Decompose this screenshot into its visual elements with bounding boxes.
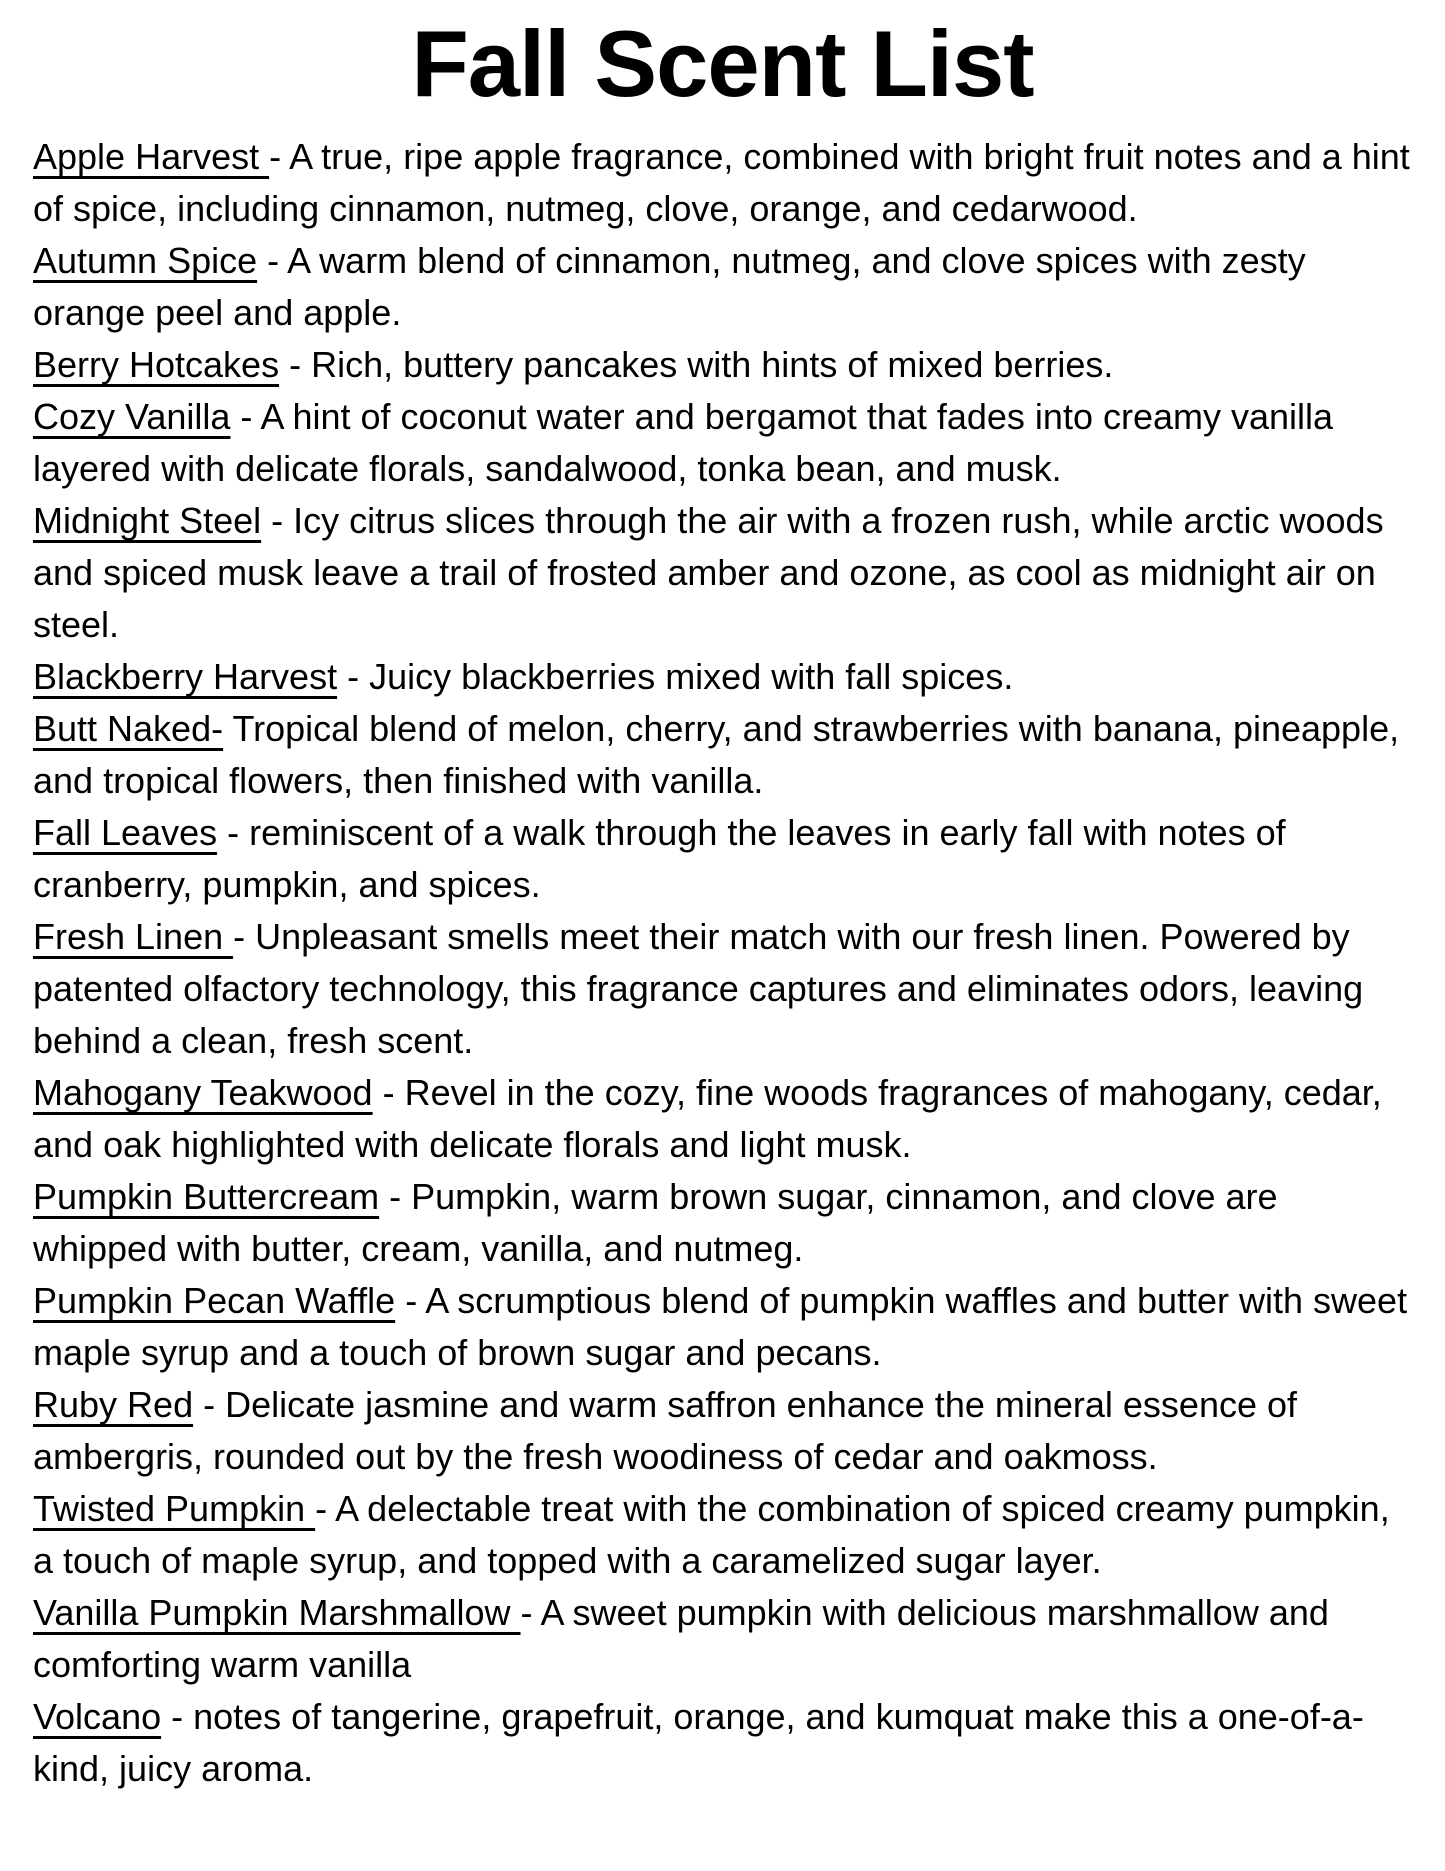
scent-entry	[33, 1067, 1412, 1171]
scent-entry	[33, 651, 1412, 703]
scent-separator: -	[269, 135, 290, 177]
scent-entry	[33, 1275, 1418, 1379]
scent-name: Ruby Red	[33, 1383, 194, 1425]
scent-separator: -	[372, 1071, 405, 1113]
scent-entry	[33, 703, 1412, 807]
scent-description: Juicy blackberries mixed with fall spices.	[369, 655, 1014, 697]
scent-separator: -	[161, 1695, 194, 1737]
scent-separator: -	[193, 1383, 226, 1425]
scent-description: Rich, buttery pancakes with hints of mixed berries.	[311, 343, 1114, 385]
scent-description: Icy citrus slices through the air with a frozen rush, while arctic woods and spiced musk leave a trail of frosted amber and ozone, as cool as midnight air on steel.	[33, 499, 1394, 645]
scent-description: A hint of coconut water and bergamot that fades into creamy vanilla layered with delicate florals, sandalwood, tonka bean, and musk.	[33, 395, 1344, 489]
scent-description: A sweet pumpkin with delicious marshmallow and comforting warm vanilla	[33, 1591, 1339, 1685]
scent-separator: -	[279, 343, 312, 385]
scent-name: Vanilla Pumpkin Marshmallow	[33, 1591, 521, 1633]
scent-description: Unpleasant smells meet their match with our fresh linen. Powered by patented olfactory technology, this fragrance captures and eliminates odors, leaving behind a clean, fresh scent.	[33, 915, 1374, 1061]
scent-separator: -	[257, 239, 288, 281]
scent-description: Revel in the cozy, fine woods fragrances of mahogany, cedar, and oak highlighted with delicate florals and light musk.	[33, 1071, 1392, 1165]
scent-description: A delectable treat with the combination of spiced creamy pumpkin, a touch of maple syrup, and topped with a caramelized sugar layer.	[33, 1487, 1400, 1581]
scent-name: Autumn Spice	[33, 239, 258, 281]
scent-description: notes of tangerine, grapefruit, orange, and kumquat make this a one-of-a-kind, juicy aroma.	[33, 1695, 1364, 1789]
scent-name: Berry Hotcakes	[33, 343, 280, 385]
scent-entry	[33, 391, 1412, 495]
scent-name: Pumpkin Pecan Waffle	[33, 1279, 396, 1321]
scent-separator: -	[395, 1279, 426, 1321]
scent-name: Volcano	[33, 1695, 162, 1737]
scent-entry	[33, 1483, 1412, 1587]
scent-name: Apple Harvest	[33, 135, 270, 177]
scent-entry	[33, 1379, 1412, 1483]
scent-separator: -	[315, 1487, 336, 1529]
scent-separator: -	[261, 499, 294, 541]
scent-separator: -	[217, 811, 250, 853]
scent-separator: -	[379, 1175, 412, 1217]
scent-separator: -	[337, 655, 370, 697]
scent-separator: -	[520, 1591, 541, 1633]
scent-name: Butt Naked-	[33, 707, 224, 749]
scent-entry	[33, 131, 1420, 235]
scent-name: Blackberry Harvest	[33, 655, 338, 697]
scent-description: A warm blend of cinnamon, nutmeg, and clove spices with zesty orange peel and apple.	[33, 239, 1316, 333]
scent-name: Mahogany Teakwood	[33, 1071, 373, 1113]
scent-name: Fall Leaves	[33, 811, 218, 853]
scent-description: Delicate jasmine and warm saffron enhance the mineral essence of ambergris, rounded out by the fresh woodiness of cedar and oakmoss.	[33, 1383, 1308, 1477]
scent-description: reminiscent of a walk through the leaves in early fall with notes of cranberry, pumpkin, and spices.	[33, 811, 1296, 905]
scent-entry	[33, 235, 1412, 339]
scent-entry	[33, 1587, 1412, 1691]
scent-description: A scrumptious blend of pumpkin waffles and butter with sweet maple syrup and a touch of brown sugar and pecans.	[33, 1279, 1418, 1373]
scent-description: A true, ripe apple fragrance, combined with bright fruit notes and a hint of spice, including cinnamon, nutmeg, clove, orange, and cedarwood.	[33, 135, 1420, 229]
scent-entry	[33, 807, 1412, 911]
scent-name: Pumpkin Buttercream	[33, 1175, 380, 1217]
scent-entry	[33, 495, 1412, 651]
scent-entry	[33, 1691, 1412, 1795]
scent-entry	[33, 339, 1412, 391]
scent-name: Midnight Steel	[33, 499, 262, 541]
scent-separator: -	[230, 395, 261, 437]
scent-separator: -	[233, 915, 256, 957]
scent-list	[33, 131, 1420, 1795]
scent-description: Pumpkin, warm brown sugar, cinnamon, and clove are whipped with butter, cream, vanilla, and nutmeg.	[33, 1175, 1288, 1269]
scent-name: Cozy Vanilla	[33, 395, 231, 437]
scent-description: Tropical blend of melon, cherry, and strawberries with banana, pineapple, and tropical flowers, then finished with vanilla.	[33, 707, 1410, 801]
page-title: Fall Scent List	[411, 11, 1034, 116]
scent-name: Fresh Linen	[33, 915, 234, 957]
scent-name: Twisted Pumpkin	[33, 1487, 316, 1529]
scent-entry	[33, 911, 1412, 1067]
scent-entry	[33, 1171, 1412, 1275]
